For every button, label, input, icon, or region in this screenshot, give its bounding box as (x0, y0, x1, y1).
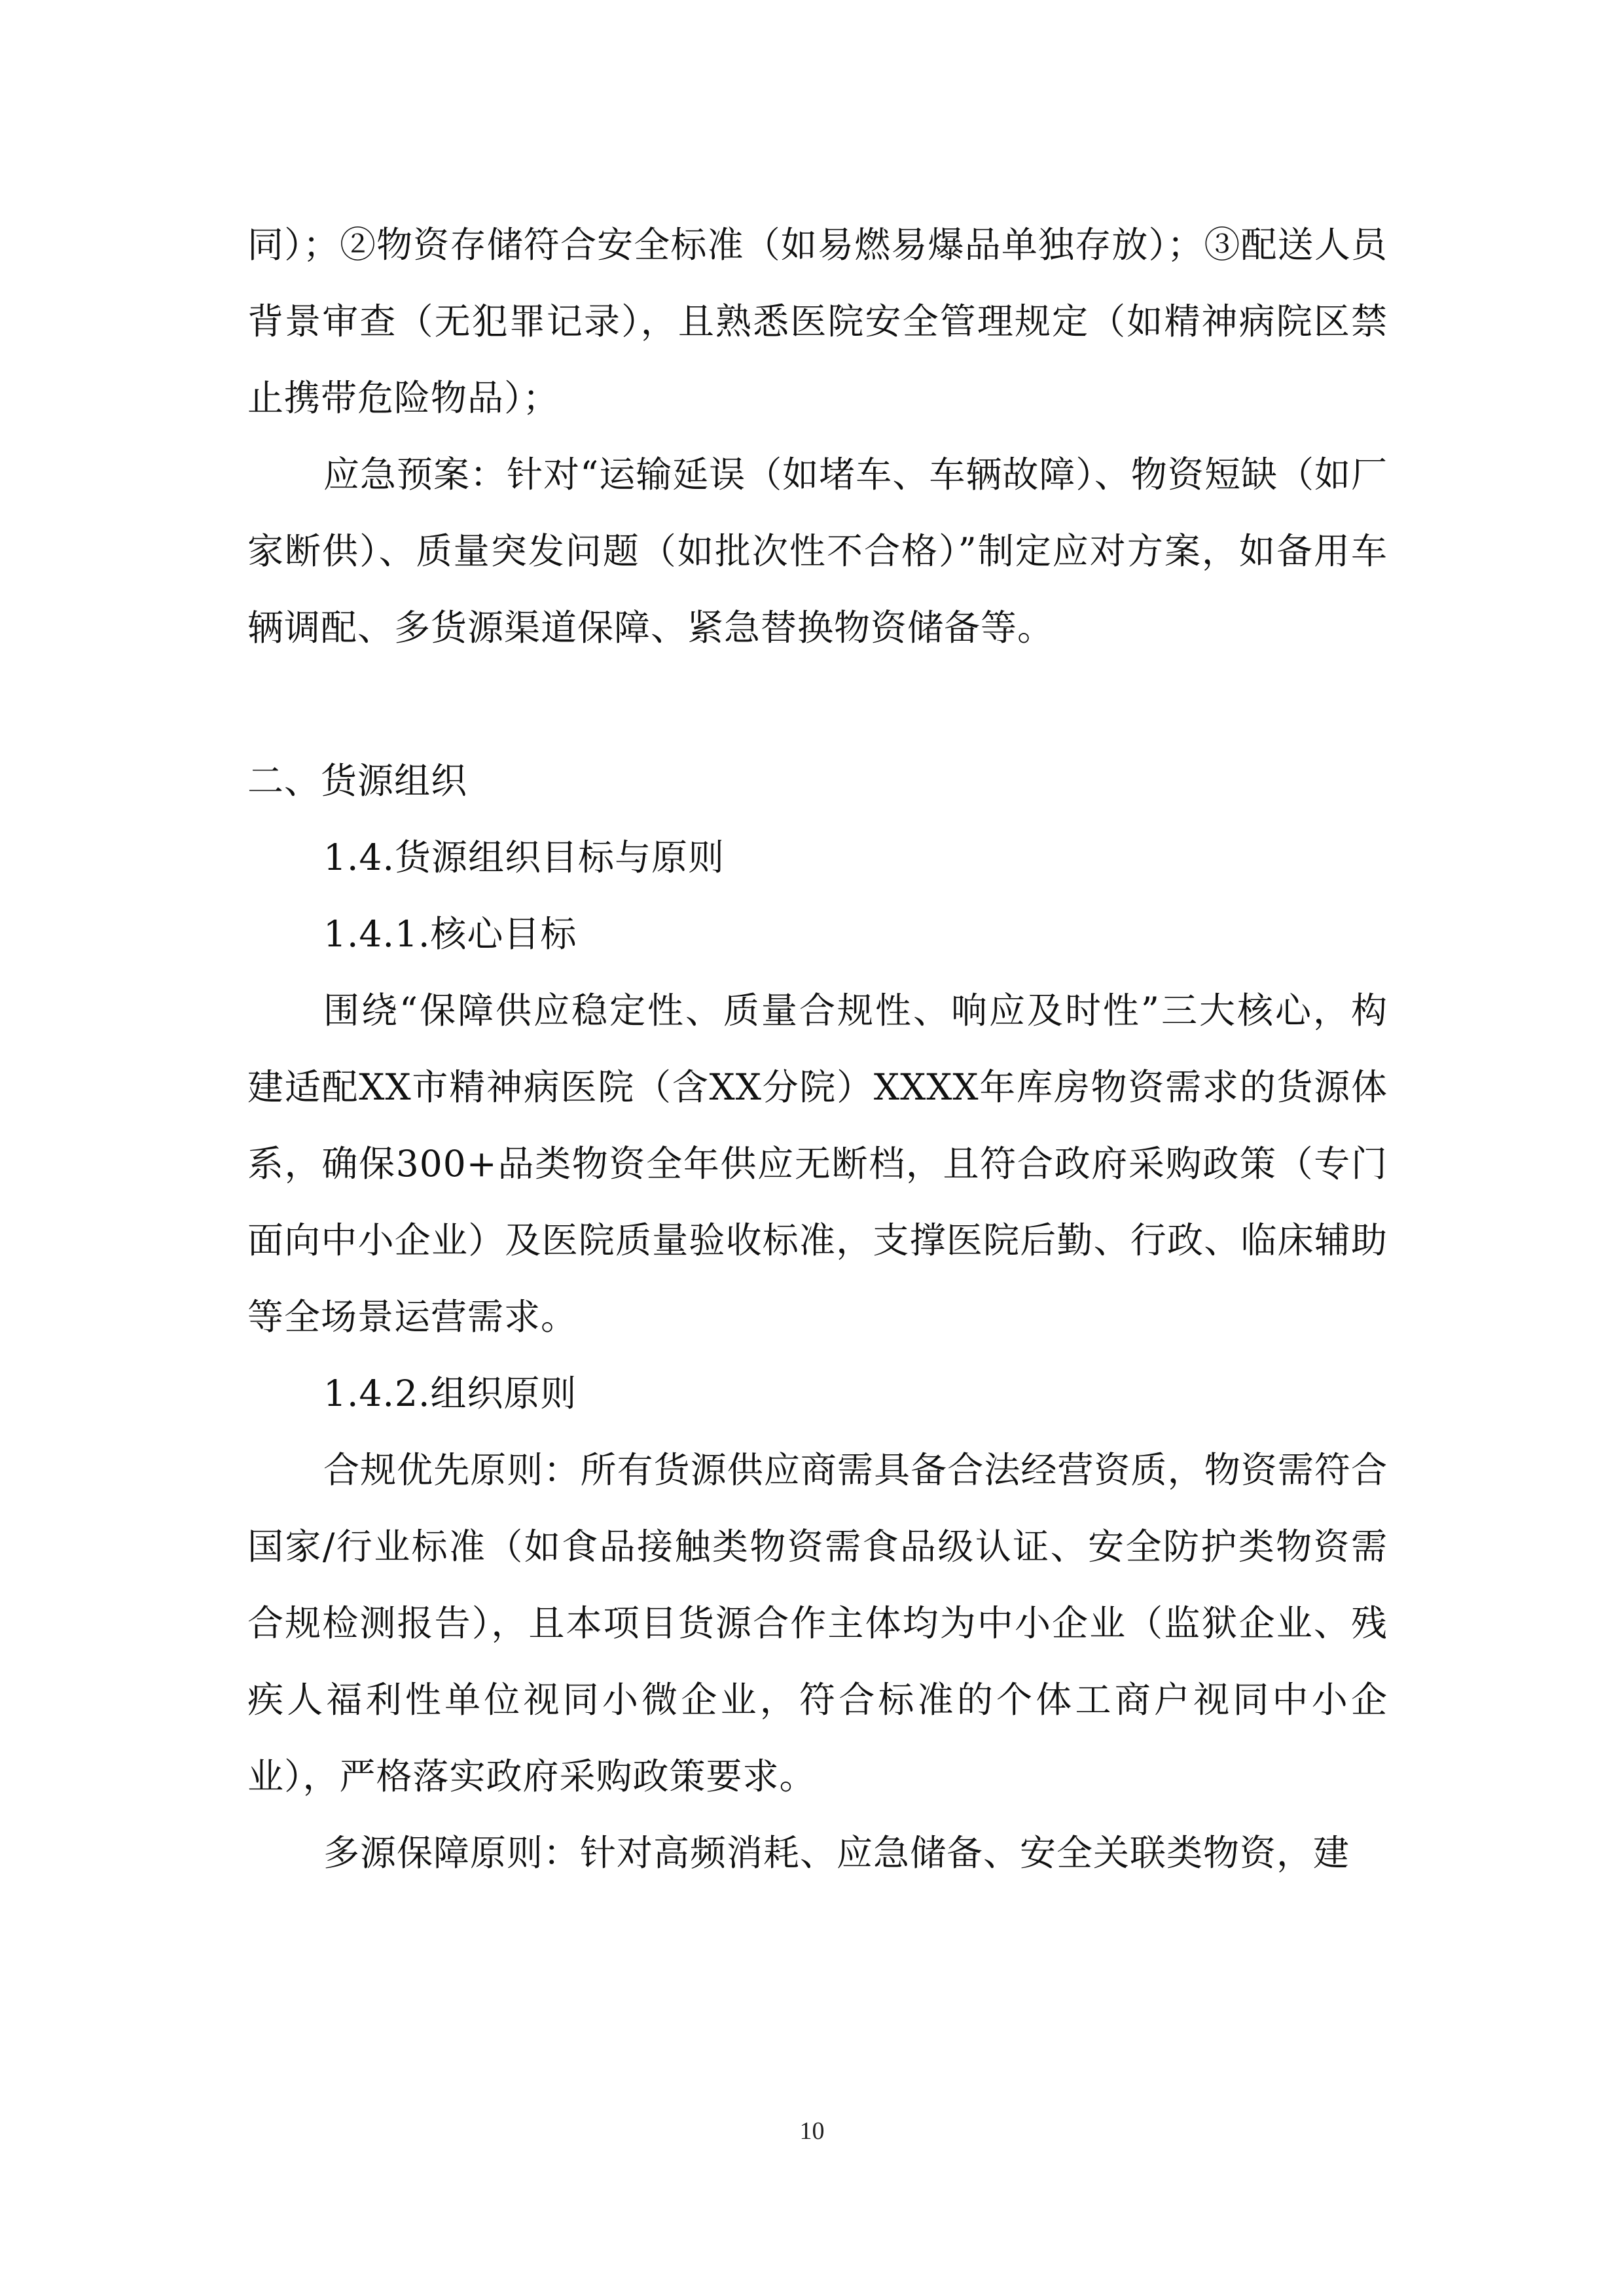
section-spacer (247, 666, 1388, 743)
page-body (247, 207, 1388, 1892)
subsection-heading: 1.4.货源组织目标与原则 (323, 836, 725, 878)
subsubsection-heading-principles: 1.4.2.组织原则 (323, 1372, 577, 1414)
paragraph-core-goal: 围绕“保障供应稳定性、质量合规性、响应及时性”三大核心，构建适配XX市精神病医院（含XX分院）XXXX年库房物资需求的货源体系，确保300+品类物资全年供应无断档，且符合政府采购政策（专门面向中小企业）及医院质量验收标准，支撑医院后勤、行政、临床辅助等全场景运营需求。 (247, 990, 1388, 1338)
paragraph-multi-source-principle: 多源保障原则：针对高频消耗、应急储备、安全关联类物资，建 (323, 1832, 1350, 1874)
paragraph-continuation: 同）；②物资存储符合安全标准（如易燃易爆品单独存放）；③配送人员背景审查（无犯罪记录），且熟悉医院安全管理规定（如精神病院区禁止携带危险物品）； (247, 224, 1388, 419)
subsubsection-heading-core-goal: 1.4.1.核心目标 (323, 913, 577, 955)
paragraph-compliance-principle: 合规优先原则：所有货源供应商需具备合法经营资质，物资需符合国家/行业标准（如食品接触类物资需食品级认证、安全防护类物资需合规检测报告），且本项目货源合作主体均为中小企业（监狱企业、残疾人福利性单位视同小微企业，符合标准的个体工商户视同中小企业），严格落实政府采购政策要求。 (247, 1449, 1388, 1797)
paragraph-emergency-plan: 应急预案：针对“运输延误（如堵车、车辆故障）、物资短缺（如厂家断供）、质量突发问题（如批次性不合格）”制定应对方案，如备用车辆调配、多货源渠道保障、紧急替换物资储备等。 (247, 454, 1388, 649)
section-heading: 二、货源组织 (247, 760, 468, 802)
page-number: 10 (799, 2117, 825, 2145)
